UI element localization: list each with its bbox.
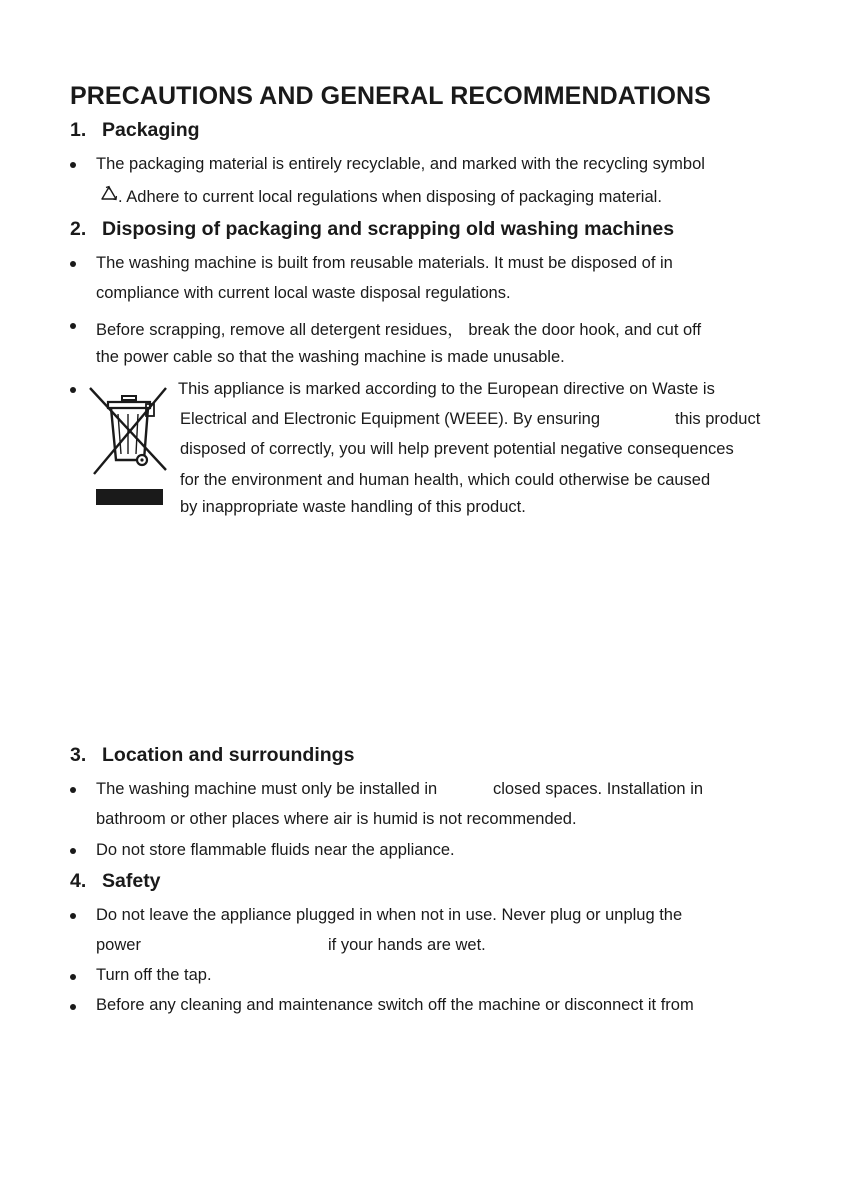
bullet-dot bbox=[70, 787, 76, 793]
section-title: Disposing of packaging and scrapping old washing machines bbox=[102, 218, 675, 240]
section-heading-packaging bbox=[70, 119, 200, 142]
location-bullet-1-line-1: The washing machine must only be installed in bbox=[96, 780, 438, 798]
safety-bullet-1-line-1: Do not leave the appliance plugged in when not in use. Never plug or unplug the bbox=[96, 906, 683, 924]
page-title: PRECAUTIONS AND GENERAL RECOMMENDATIONS bbox=[70, 82, 711, 110]
location-bullet-1-line-1b: closed spaces. Installation in bbox=[493, 780, 704, 798]
bullet-dot bbox=[70, 913, 76, 919]
weee-text-line-4: for the environment and human health, which could otherwise be caused bbox=[180, 471, 711, 489]
section-number: 2. bbox=[70, 218, 87, 240]
weee-text-line-3: disposed of correctly, you will help prevent potential negative consequences bbox=[180, 440, 734, 458]
weee-text-line-1: This appliance is marked according to the European directive on Waste is bbox=[178, 380, 715, 398]
bullet-dot bbox=[70, 162, 76, 168]
section-number: 4. bbox=[70, 870, 87, 892]
safety-bullet-2-line-1: Turn off the tap. bbox=[96, 966, 212, 984]
bullet-dot bbox=[70, 848, 76, 854]
safety-bullet-1-line-2: power bbox=[96, 936, 141, 954]
section-title: Safety bbox=[102, 870, 161, 892]
section-heading-safety bbox=[70, 870, 161, 893]
bullet-dot bbox=[70, 323, 76, 329]
bullet-dot bbox=[70, 387, 76, 393]
section-title: Packaging bbox=[102, 119, 200, 141]
safety-bullet-1-line-2b: if your hands are wet. bbox=[328, 936, 486, 954]
disposing-bullet-1-line-1: The washing machine is built from reusable materials. It must be disposed of in bbox=[96, 254, 673, 272]
recycle-icon bbox=[99, 185, 119, 203]
weee-text-line-5: by inappropriate waste handling of this product. bbox=[180, 498, 526, 516]
packaging-text-line-2: . Adhere to current local regulations when disposing of packaging material. bbox=[118, 188, 662, 206]
weee-text-line-2b: this product bbox=[675, 410, 761, 428]
weee-text-line-2: Electrical and Electronic Equipment (WEEE). By ensuring bbox=[180, 410, 601, 428]
disposing-bullet-2-line-1: Before scrapping, remove all detergent residues， break the door hook, and cut off bbox=[96, 321, 702, 339]
section-heading-location bbox=[70, 744, 354, 767]
location-bullet-2-line-1: Do not store flammable fluids near the appliance. bbox=[96, 841, 455, 859]
section-number: 3. bbox=[70, 744, 87, 766]
safety-bullet-3-line-1: Before any cleaning and maintenance switch off the machine or disconnect it from bbox=[96, 996, 694, 1014]
packaging-text-line-1: The packaging material is entirely recyclable, and marked with the recycling symbol bbox=[96, 155, 705, 173]
disposing-bullet-2-line-2: the power cable so that the washing machine is made unusable. bbox=[96, 348, 565, 366]
section-number: 1. bbox=[70, 119, 87, 141]
section-title: Location and surroundings bbox=[102, 744, 355, 766]
disposing-bullet-1-line-2: compliance with current local waste disposal regulations. bbox=[96, 284, 511, 302]
bullet-dot bbox=[70, 261, 76, 267]
crossed-out-wheelie-bin-icon bbox=[88, 384, 168, 508]
bullet-dot bbox=[70, 974, 76, 980]
bullet-dot bbox=[70, 1004, 76, 1010]
location-bullet-1-line-2: bathroom or other places where air is humid is not recommended. bbox=[96, 810, 577, 828]
section-heading-disposing bbox=[70, 218, 674, 241]
